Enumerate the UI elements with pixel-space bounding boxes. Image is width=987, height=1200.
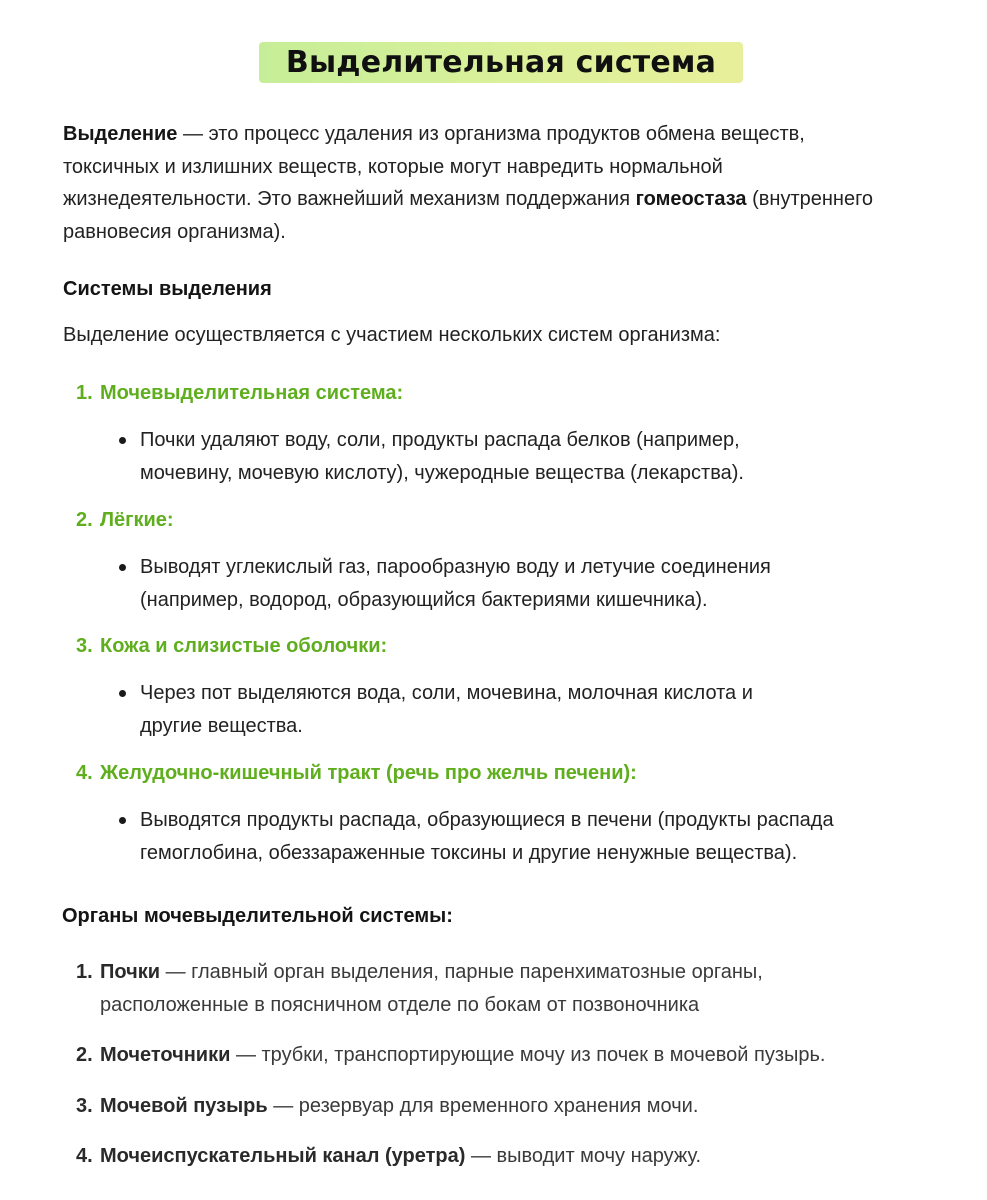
intro-paragraph: [63, 118, 903, 248]
organ-item-3: [76, 1090, 936, 1123]
system-bullet-3: [118, 677, 918, 742]
system-item-label: Желудочно-кишечный тракт (речь про желчь печени):: [100, 762, 637, 784]
organ-item-2: [76, 1039, 936, 1072]
system-bullet-4: [118, 804, 918, 869]
organ-desc: — трубки, транспортирующие мочу из почек в мочевой пузырь.: [230, 1044, 826, 1066]
system-bullet-text: Через пот выделяются вода, соли, мочевина, молочная кислота и другие вещества.: [140, 682, 753, 737]
organs-heading: Органы мочевыделительной системы:: [62, 905, 453, 927]
bullet-dot-icon: [118, 804, 140, 869]
system-bullet-text: Выводят углекислый газ, парообразную воду и летучие соединения (например, водород, образующийся бактериями кишечника).: [140, 556, 771, 611]
intro-term-homeostasis: гомеостаза: [635, 188, 747, 210]
organ-item-text: [100, 1140, 936, 1173]
organ-item-text: [100, 956, 860, 1021]
system-item-number: 1.: [76, 382, 93, 404]
organ-item-text: [100, 1090, 936, 1123]
system-item-label: Мочевыделительная система:: [100, 382, 404, 404]
organ-item-number: 3.: [76, 1095, 93, 1117]
intro-term: Выделение: [63, 123, 178, 145]
organ-item-1: [76, 956, 936, 1021]
bullet-dot-icon: [118, 677, 140, 742]
organ-item-4: [76, 1140, 936, 1173]
system-bullet-text: Выводятся продукты распада, образующиеся в печени (продукты распада гемоглобина, обеззараженные токсины и другие ненужные вещества).: [140, 809, 834, 864]
organ-item-number: 2.: [76, 1044, 93, 1066]
organ-desc: — главный орган выделения, парные паренхиматозные органы, расположенные в поясничном отделе по бокам от позвоночника: [100, 961, 763, 1016]
organ-name: Мочеиспускательный канал (уретра): [100, 1145, 466, 1167]
system-bullet-text: Почки удаляют воду, соли, продукты распада белков (например, мочевину, мочевую кислоту), чужеродные вещества (лекарства).: [140, 429, 744, 484]
organ-desc: — резервуар для временного хранения мочи.: [267, 1095, 699, 1117]
system-item-1: [76, 380, 403, 406]
system-item-3: [76, 633, 387, 659]
organ-name: Мочевой пузырь: [100, 1095, 268, 1117]
organ-name: Почки: [100, 961, 161, 983]
organ-name: Мочеточники: [100, 1044, 231, 1066]
system-item-2: [76, 507, 174, 533]
organ-item-number: 4.: [76, 1145, 93, 1167]
organ-item-number: 1.: [76, 961, 93, 983]
system-item-number: 2.: [76, 509, 93, 531]
systems-lead: Выделение осуществляется с участием нескольких систем организма:: [63, 324, 721, 346]
title-highlight: [259, 42, 743, 83]
system-item-label: Лёгкие:: [100, 509, 174, 531]
bullet-dot-icon: [118, 424, 140, 489]
system-bullet-1: [118, 424, 918, 489]
intro-text-1: — это процесс удаления из организма продуктов обмена веществ, токсичных и излишних веществ, которые могут навредить нормальной жизнедеятельности. Это важнейший механизм поддержания: [63, 123, 805, 210]
systems-heading: Системы выделения: [63, 278, 272, 300]
system-item-number: 3.: [76, 635, 93, 657]
organ-item-text: [100, 1039, 936, 1072]
bullet-dot-icon: [118, 551, 140, 616]
system-item-4: [76, 760, 637, 786]
intro-text-2: (внутреннего равновесия организма).: [63, 188, 874, 243]
system-item-number: 4.: [76, 762, 93, 784]
page-title: Выделительная система: [285, 44, 717, 80]
organ-desc: — выводит мочу наружу.: [465, 1145, 702, 1167]
system-item-label: Кожа и слизистые оболочки:: [100, 635, 388, 657]
system-bullet-2: [118, 551, 918, 616]
